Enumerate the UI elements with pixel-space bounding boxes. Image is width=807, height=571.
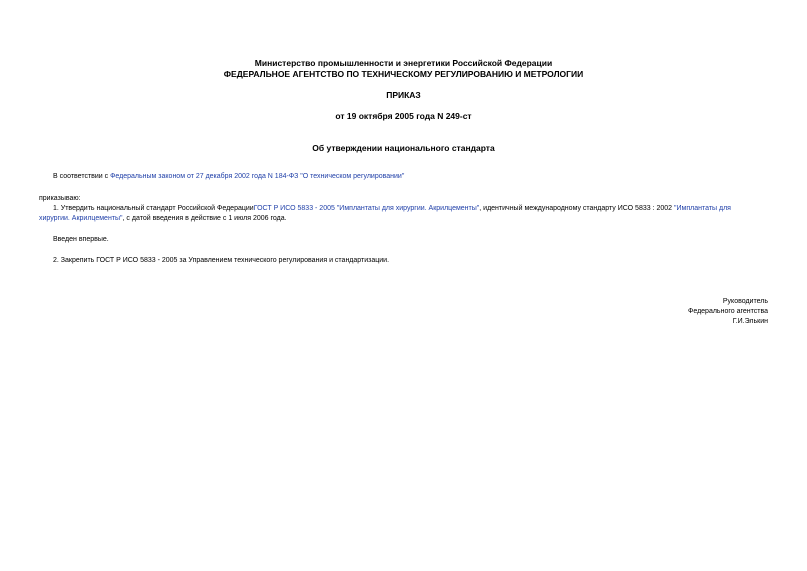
ministry-title: Министерство промышленности и энергетики Российской Федерации: [254, 58, 553, 68]
item2-text: 2. Закрепить ГОСТ Р ИСО 5833 - 2005 за Управлением технического регулирования и стандартизации.: [53, 257, 390, 264]
subject-title: Об утверждении национального стандарта: [312, 143, 495, 153]
date-number: от 19 октября 2005 года N 249-ст: [335, 111, 472, 121]
signature-name: Г.И.Элькин: [732, 318, 768, 325]
doc-type: ПРИКАЗ: [386, 90, 421, 100]
item1-middle: , идентичный международному стандарту ИСО 5833 : 2002: [479, 205, 674, 212]
preamble-prefix: В соответствии с: [53, 173, 111, 180]
agency-title: ФЕДЕРАЛЬНОЕ АГЕНТСТВО ПО ТЕХНИЧЕСКОМУ РЕГУЛИРОВАНИЮ И МЕТРОЛОГИИ: [223, 69, 584, 79]
iso-link-part2[interactable]: хирургии. Акрилцементы": [39, 215, 123, 222]
item1-prefix: 1. Утвердить национальный стандарт Российской Федерации: [53, 205, 254, 212]
signature-title-line1: Руководитель: [722, 298, 768, 305]
item1-suffix: , с датой введения в действие с 1 июля 2006 года.: [122, 215, 287, 222]
preamble-line: [53, 172, 404, 182]
order-word: приказываю:: [39, 195, 81, 202]
signature-title-line2: Федерального агентства: [688, 308, 768, 315]
item1-line2: [39, 214, 287, 224]
federal-law-link[interactable]: Федеральным законом от 27 декабря 2002 года N 184-ФЗ "О техническом регулировании": [110, 173, 405, 180]
gost-link[interactable]: ГОСТ Р ИСО 5833 - 2005 "Имплантаты для хирургии. Акрилцементы": [253, 205, 480, 212]
item1-line1: [53, 204, 769, 214]
first-introduced-note: Введен впервые.: [53, 236, 109, 243]
iso-link-part1[interactable]: "Имплантаты для: [673, 205, 731, 212]
